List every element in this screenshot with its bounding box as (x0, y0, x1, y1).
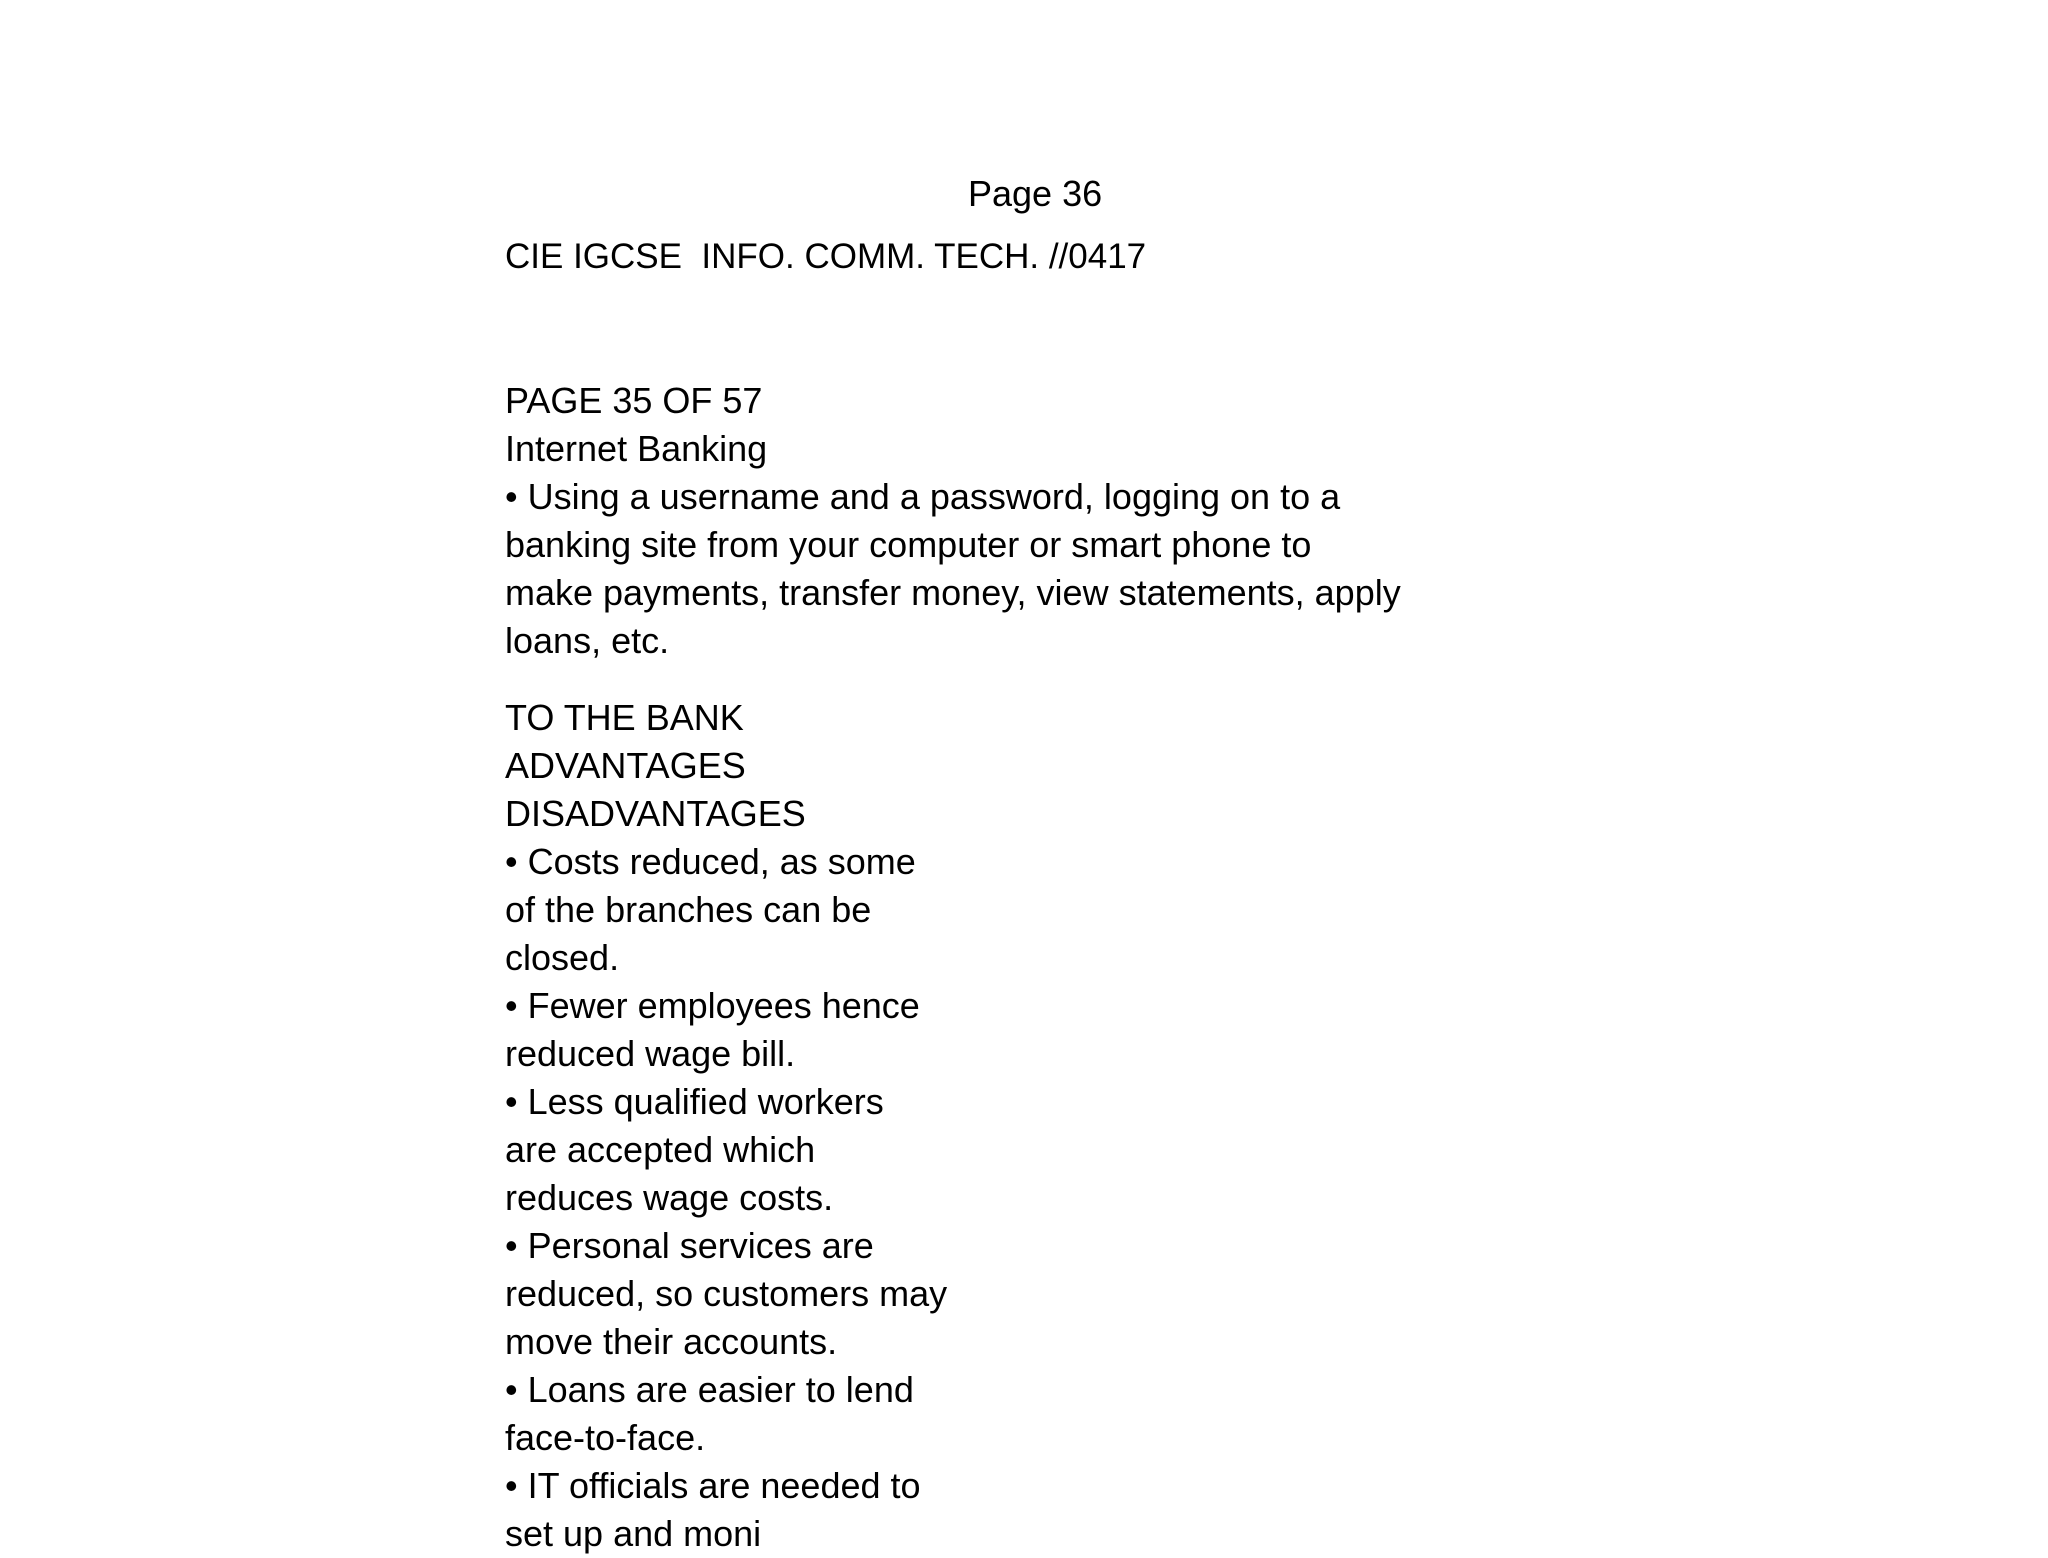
disadvantages-heading: DISADVANTAGES (505, 793, 806, 834)
point-line: move their accounts. (505, 1321, 838, 1362)
point-line: • Less qualified workers (505, 1081, 884, 1122)
definition-paragraph (505, 473, 1505, 665)
points-list (505, 838, 1505, 1558)
definition-line: loans, etc. (505, 620, 670, 661)
point-line: • IT officials are needed to (505, 1465, 921, 1506)
definition-line: • Using a username and a password, logging on to a (505, 476, 1341, 517)
document-header: CIE IGCSE INFO. COMM. TECH. //0417 (505, 237, 1147, 276)
page-number: Page 36 (968, 173, 1103, 214)
point-line: • Loans are easier to lend (505, 1369, 914, 1410)
point-line: are accepted which (505, 1129, 816, 1170)
point-line: • Costs reduced, as some (505, 841, 916, 882)
document-body (505, 377, 1505, 1558)
point-line: face-to-face. (505, 1417, 706, 1458)
point-line: reduced wage bill. (505, 1033, 796, 1074)
page-of-label: PAGE 35 OF 57 (505, 380, 763, 421)
point-line: • Fewer employees hence (505, 985, 920, 1026)
spacer (505, 665, 1505, 694)
advantages-heading: ADVANTAGES (505, 745, 746, 786)
point-line: set up and moni (505, 1513, 762, 1554)
point-line: • Personal services are (505, 1225, 874, 1266)
table-heading: TO THE BANK (505, 697, 744, 738)
definition-line: banking site from your computer or smart phone to (505, 524, 1312, 565)
point-line: of the branches can be (505, 889, 872, 930)
section-title: Internet Banking (505, 428, 768, 469)
point-line: reduces wage costs. (505, 1177, 834, 1218)
definition-line: make payments, transfer money, view statements, apply (505, 572, 1401, 613)
point-line: closed. (505, 937, 620, 978)
point-line: reduced, so customers may (505, 1273, 948, 1314)
